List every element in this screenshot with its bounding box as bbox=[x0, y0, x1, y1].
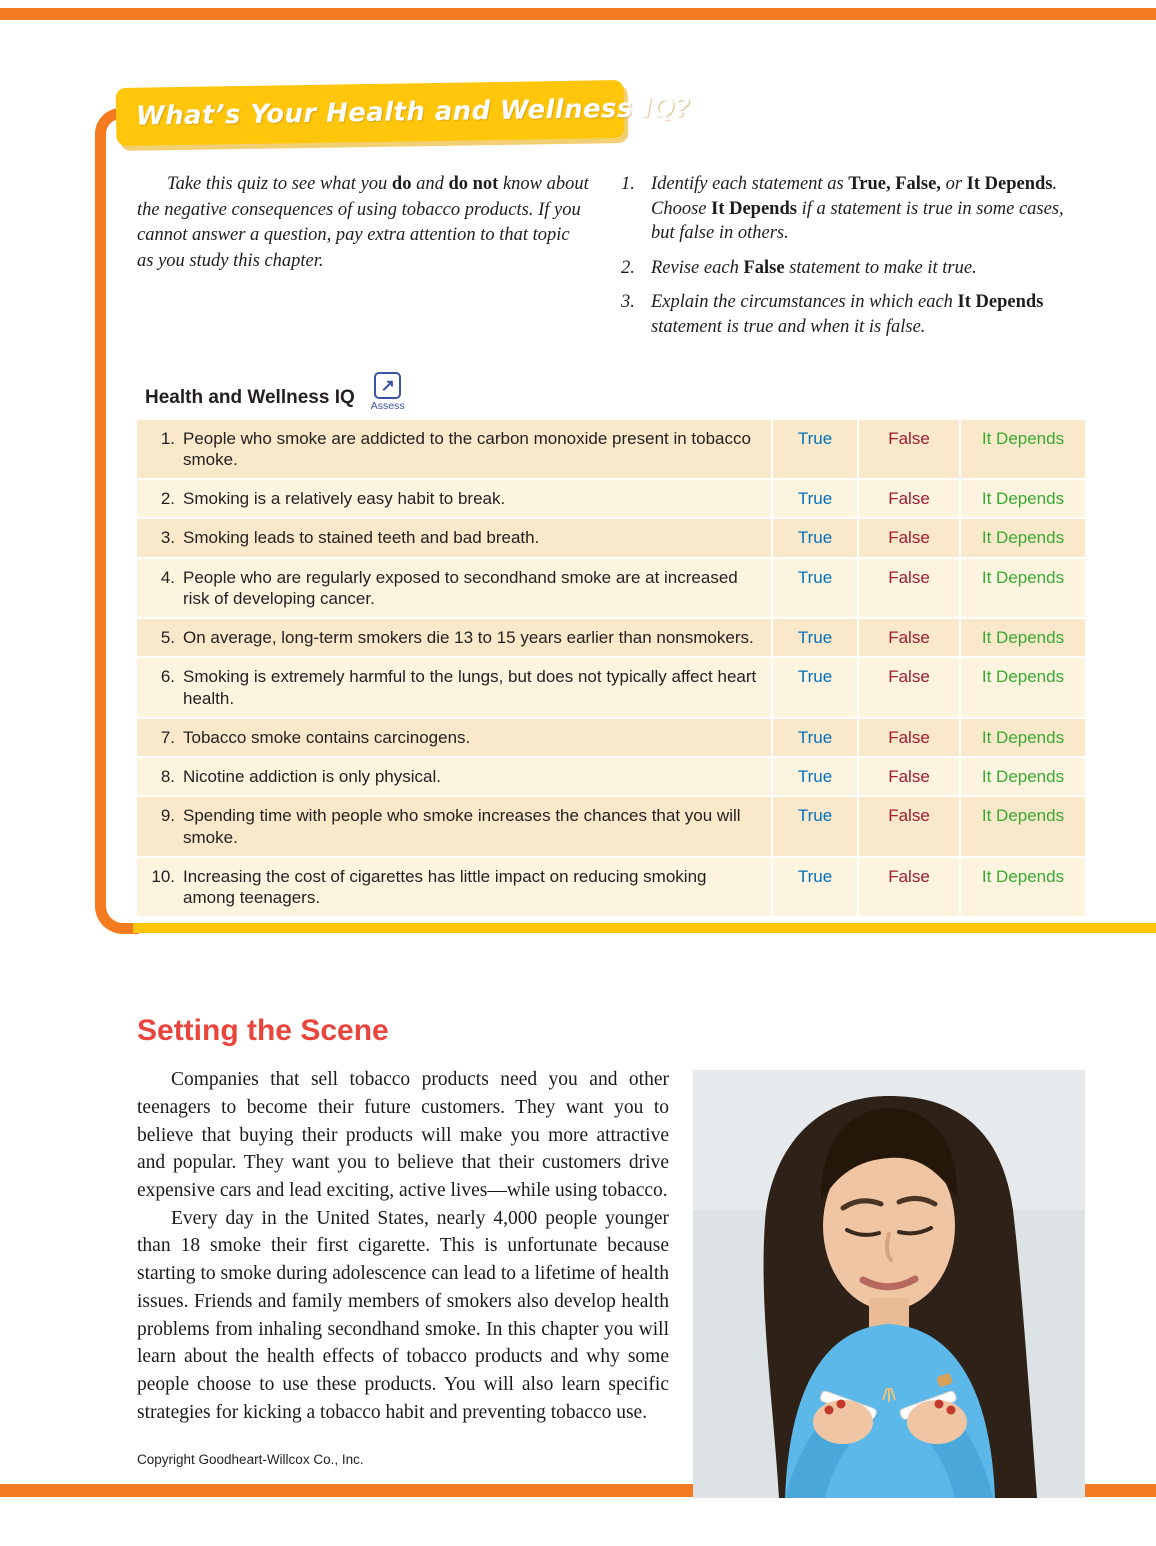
question-text: People who are regularly exposed to secondhand smoke are at increased risk of developing cancer. bbox=[183, 567, 738, 608]
quiz-row bbox=[137, 719, 1085, 758]
option-true[interactable]: True bbox=[771, 519, 857, 556]
text-segment: Revise each bbox=[651, 257, 744, 278]
frame-bottom-corner bbox=[95, 886, 139, 934]
option-false[interactable]: False bbox=[857, 420, 959, 479]
option-false[interactable]: False bbox=[857, 858, 959, 917]
text-segment: True, False, bbox=[848, 174, 941, 194]
text-segment: . Choose bbox=[651, 174, 1058, 219]
option-true[interactable]: True bbox=[771, 559, 857, 618]
quiz-row bbox=[137, 480, 1085, 519]
text-segment: False bbox=[743, 257, 785, 278]
option-true[interactable]: True bbox=[771, 658, 857, 717]
quiz-row bbox=[137, 797, 1085, 858]
assess-link[interactable] bbox=[371, 372, 405, 412]
feature-banner bbox=[116, 80, 691, 146]
question-text: Increasing the cost of cigarettes has little impact on reducing smoking among teenagers. bbox=[183, 866, 707, 908]
text-segment: or bbox=[940, 174, 967, 194]
question-number: 3. bbox=[160, 528, 175, 548]
intro-paragraph bbox=[137, 172, 589, 350]
option-true[interactable]: True bbox=[771, 858, 857, 917]
question-number: 6. bbox=[160, 667, 175, 687]
option-true[interactable]: True bbox=[771, 420, 857, 479]
option-true[interactable]: True bbox=[771, 758, 857, 795]
instruction-text bbox=[651, 290, 1085, 339]
option-false[interactable]: False bbox=[857, 719, 959, 756]
question-number: 5. bbox=[160, 628, 175, 648]
question-text: On average, long-term smokers die 13 to 15 years earlier than nonsmokers. bbox=[183, 628, 754, 648]
quiz-row bbox=[137, 658, 1085, 719]
question-number: 1. bbox=[160, 428, 175, 448]
photo-woman-breaking-cigarette bbox=[693, 1070, 1085, 1498]
text-segment: statement is true and when it is false. bbox=[651, 316, 926, 337]
option-it-depends[interactable]: It Depends bbox=[959, 559, 1085, 618]
option-it-depends[interactable]: It Depends bbox=[959, 719, 1085, 756]
quiz-label: Health and Wellness IQ bbox=[145, 386, 355, 408]
text-segment: know about the negative consequences of using tobacco products. If you cannot answer a question, pay extra attention to that topic as you study this chapter. bbox=[137, 174, 589, 271]
quiz-row bbox=[137, 619, 1085, 658]
quiz-panel bbox=[137, 172, 1085, 918]
quiz-label-row bbox=[145, 372, 1085, 412]
option-false[interactable]: False bbox=[857, 619, 959, 656]
quiz-row bbox=[137, 420, 1085, 481]
instruction-number: 2. bbox=[621, 257, 635, 278]
quiz-row bbox=[137, 758, 1085, 797]
instruction-item bbox=[621, 172, 1085, 246]
quiz-row bbox=[137, 559, 1085, 620]
question-number: 2. bbox=[160, 489, 175, 509]
question-text: Spending time with people who smoke increases the chances that you will smoke. bbox=[183, 806, 741, 847]
frame-yellow-rule bbox=[133, 923, 1156, 933]
question-text: Nicotine addiction is only physical. bbox=[183, 767, 441, 787]
text-segment: Take this quiz to see what you bbox=[167, 174, 392, 194]
frame-left-rule bbox=[95, 148, 106, 904]
instruction-text bbox=[651, 256, 1085, 281]
assess-arrow-glyph: ↗ bbox=[380, 375, 395, 395]
banner-title: What’s Your Health and Wellness IQ? bbox=[135, 92, 691, 132]
intro-row bbox=[137, 172, 1085, 350]
question-text: Smoking is a relatively easy habit to break. bbox=[183, 489, 506, 509]
option-it-depends[interactable]: It Depends bbox=[959, 858, 1085, 917]
section-heading: Setting the Scene bbox=[137, 1014, 389, 1048]
option-it-depends[interactable]: It Depends bbox=[959, 420, 1085, 479]
assess-label: Assess bbox=[370, 399, 405, 412]
instruction-item bbox=[621, 290, 1085, 339]
instructions-list bbox=[621, 172, 1085, 350]
instruction-number: 1. bbox=[621, 174, 635, 194]
option-false[interactable]: False bbox=[857, 797, 959, 856]
option-false[interactable]: False bbox=[857, 658, 959, 717]
option-it-depends[interactable]: It Depends bbox=[959, 619, 1085, 656]
option-true[interactable]: True bbox=[771, 797, 857, 856]
quiz-row bbox=[137, 858, 1085, 919]
option-true[interactable]: True bbox=[771, 719, 857, 756]
question-number: 9. bbox=[160, 806, 175, 826]
question-number: 7. bbox=[160, 727, 175, 747]
text-segment: It Depends bbox=[711, 198, 797, 219]
quiz-table bbox=[137, 420, 1085, 919]
option-it-depends[interactable]: It Depends bbox=[959, 480, 1085, 517]
option-true[interactable]: True bbox=[771, 480, 857, 517]
text-segment: and bbox=[411, 174, 449, 194]
instruction-number: 3. bbox=[621, 292, 635, 313]
option-it-depends[interactable]: It Depends bbox=[959, 758, 1085, 795]
option-it-depends[interactable]: It Depends bbox=[959, 797, 1085, 856]
question-text: Smoking leads to stained teeth and bad breath. bbox=[183, 528, 540, 548]
option-it-depends[interactable]: It Depends bbox=[959, 519, 1085, 556]
question-number: 10. bbox=[151, 866, 175, 886]
text-segment: if a statement is true in some cases, but false in others. bbox=[651, 198, 1064, 244]
option-true[interactable]: True bbox=[771, 619, 857, 656]
option-false[interactable]: False bbox=[857, 758, 959, 795]
question-text: People who smoke are addicted to the carbon monoxide present in tobacco smoke. bbox=[183, 428, 751, 469]
text-segment: statement to make it true. bbox=[784, 257, 977, 278]
assess-icon[interactable] bbox=[374, 372, 401, 399]
question-text: Smoking is extremely harmful to the lungs, but does not typically affect heart health. bbox=[183, 667, 757, 708]
instruction-item bbox=[621, 256, 1085, 281]
text-segment: Explain the circumstances in which each bbox=[651, 292, 958, 313]
scene-paragraph-1: Companies that sell tobacco products need you and other teenagers to become their future customers. They want you to believe that buying their products will make you more attractive and popular. They want you to believe that their customers drive expensive cars and lead exciting, active lives—while using tobacco. bbox=[137, 1069, 669, 1202]
text-segment: do bbox=[391, 174, 412, 194]
option-false[interactable]: False bbox=[857, 519, 959, 556]
question-text: Tobacco smoke contains carcinogens. bbox=[183, 727, 471, 747]
text-segment: do not bbox=[448, 174, 499, 194]
setting-the-scene-section bbox=[137, 1014, 1085, 1426]
scene-paragraph-2: Every day in the United States, nearly 4,000 people younger than 18 smoke their first cigarette. This is unfortunate because starting to smoke during adolescence can lead to a lifetime of health issues. Friends and family members of smokers also develop health problems from inhaling secondhand smoke. In this chapter you will learn about the health effects of tobacco products and why some people choose to use these products. You will also learn specific strategies for kicking a tobacco habit and preventing tobacco use. bbox=[137, 1207, 669, 1423]
question-number: 4. bbox=[160, 567, 175, 587]
text-segment: It Depends bbox=[966, 174, 1053, 194]
option-it-depends[interactable]: It Depends bbox=[959, 658, 1085, 717]
text-segment: It Depends bbox=[957, 292, 1044, 313]
quiz-row bbox=[137, 519, 1085, 558]
text-segment: Identify each statement as bbox=[651, 174, 849, 194]
option-false[interactable]: False bbox=[857, 559, 959, 618]
option-false[interactable]: False bbox=[857, 480, 959, 517]
question-number: 8. bbox=[160, 767, 175, 787]
copyright-text: Copyright Goodheart-Willcox Co., Inc. bbox=[137, 1452, 364, 1467]
instruction-text bbox=[651, 172, 1085, 246]
